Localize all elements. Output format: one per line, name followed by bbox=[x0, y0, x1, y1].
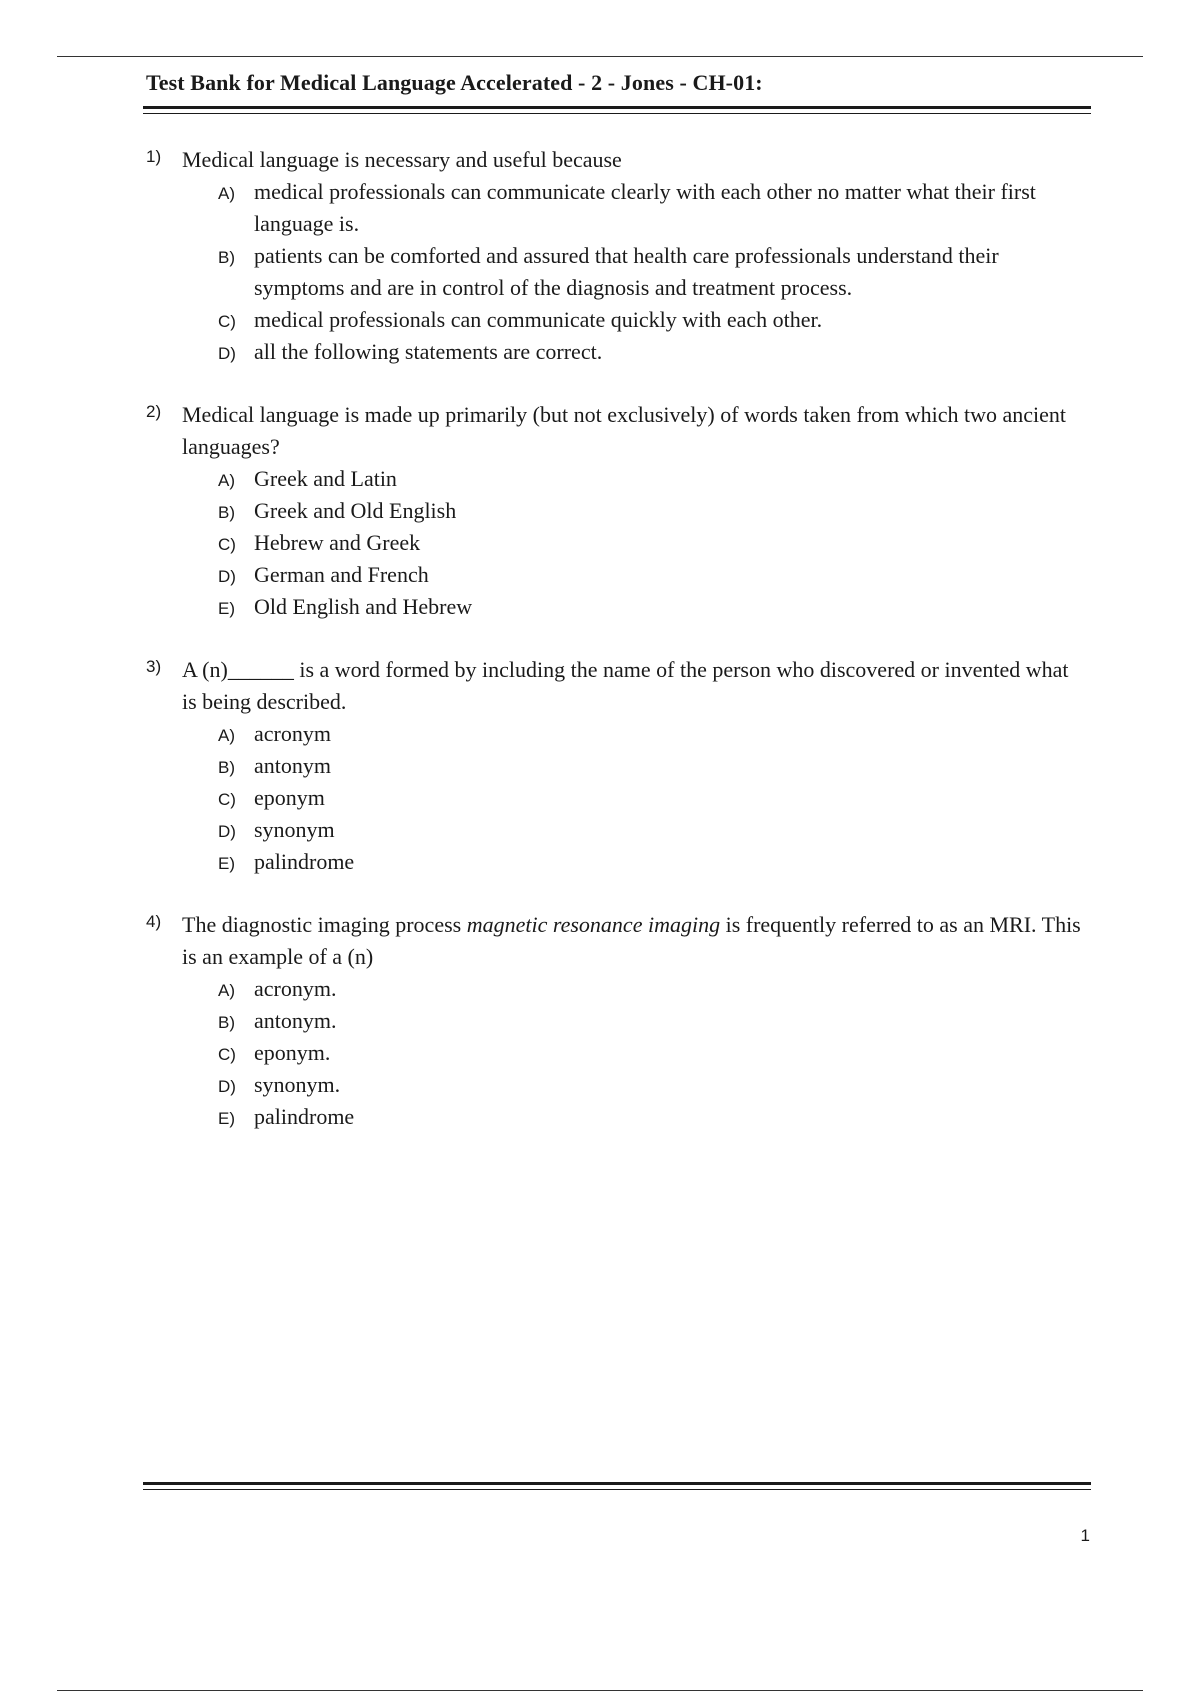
question-2 bbox=[146, 399, 1086, 623]
answer-options bbox=[182, 176, 1086, 368]
option-text: Old English and Hebrew bbox=[254, 594, 473, 619]
option-letter: D) bbox=[218, 1077, 236, 1096]
stem-italic-text: magnetic resonance imaging bbox=[466, 912, 721, 937]
option-d bbox=[218, 814, 1086, 846]
option-a bbox=[218, 176, 1086, 240]
option-text: palindrome bbox=[254, 849, 355, 874]
option-letter: A) bbox=[218, 184, 235, 203]
option-d bbox=[218, 559, 1086, 591]
option-text: antonym. bbox=[254, 1008, 337, 1033]
option-d bbox=[218, 336, 1086, 368]
answer-options bbox=[182, 718, 1086, 878]
option-text: synonym. bbox=[254, 1072, 341, 1097]
answer-options bbox=[182, 973, 1086, 1133]
option-c bbox=[218, 304, 1086, 336]
option-d bbox=[218, 1069, 1086, 1101]
document-title: Test Bank for Medical Language Accelerated - 2 - Jones - CH-01: bbox=[146, 70, 763, 95]
option-e bbox=[218, 591, 1086, 623]
footer-double-rule bbox=[143, 1482, 1091, 1490]
option-text: patients can be comforted and assured that health care professionals understand their symptoms and are in control of the diagnosis and treatment process. bbox=[254, 243, 999, 300]
option-a bbox=[218, 718, 1086, 750]
option-c bbox=[218, 1037, 1086, 1069]
option-text: eponym. bbox=[254, 1040, 331, 1065]
option-text: acronym bbox=[254, 721, 331, 746]
option-b bbox=[218, 240, 1086, 304]
option-text: all the following statements are correct. bbox=[254, 339, 603, 364]
option-text: antonym bbox=[254, 753, 331, 778]
question-1 bbox=[146, 144, 1086, 368]
option-a bbox=[218, 973, 1086, 1005]
option-letter: C) bbox=[218, 312, 236, 331]
stem-text-tail: is frequently referred to as an MRI. This is an example of a (n) bbox=[182, 912, 1081, 969]
question-number: 2) bbox=[146, 402, 162, 421]
stem-text: Medical language is necessary and useful because bbox=[182, 147, 622, 172]
header-double-rule bbox=[143, 106, 1091, 114]
question-stem bbox=[182, 654, 1086, 718]
option-letter: B) bbox=[218, 758, 235, 777]
stem-text: A (n)______ is a word formed by including the name of the person who discovered or invented what is being described. bbox=[182, 657, 1069, 714]
question-stem bbox=[182, 144, 1086, 176]
question-3 bbox=[146, 654, 1086, 878]
stem-text: The diagnostic imaging process bbox=[182, 912, 467, 937]
option-letter: C) bbox=[218, 1045, 236, 1064]
option-letter: B) bbox=[218, 248, 235, 267]
question-list bbox=[146, 144, 1086, 1164]
option-text: palindrome bbox=[254, 1104, 355, 1129]
option-letter: B) bbox=[218, 503, 235, 522]
stem-text: Medical language is made up primarily (but not exclusively) of words taken from which two ancient languages? bbox=[182, 402, 1067, 459]
option-b bbox=[218, 1005, 1086, 1037]
question-stem bbox=[182, 399, 1086, 463]
option-letter: C) bbox=[218, 535, 236, 554]
page-bottom-border bbox=[57, 1690, 1143, 1691]
question-4 bbox=[146, 909, 1086, 1133]
option-letter: D) bbox=[218, 822, 236, 841]
option-c bbox=[218, 527, 1086, 559]
option-letter: A) bbox=[218, 981, 235, 1000]
option-text: eponym bbox=[254, 785, 325, 810]
option-text: medical professionals can communicate quickly with each other. bbox=[254, 307, 823, 332]
option-b bbox=[218, 750, 1086, 782]
option-letter: E) bbox=[218, 1109, 235, 1128]
option-letter: E) bbox=[218, 599, 235, 618]
option-letter: A) bbox=[218, 726, 235, 745]
page-number: 1 bbox=[1080, 1526, 1090, 1545]
option-letter: D) bbox=[218, 567, 236, 586]
option-text: Greek and Old English bbox=[254, 498, 457, 523]
option-a bbox=[218, 463, 1086, 495]
option-text: medical professionals can communicate clearly with each other no matter what their first language is. bbox=[254, 179, 1036, 236]
option-letter: E) bbox=[218, 854, 235, 873]
option-text: synonym bbox=[254, 817, 335, 842]
option-letter: A) bbox=[218, 471, 235, 490]
option-text: Greek and Latin bbox=[254, 466, 397, 491]
question-number: 4) bbox=[146, 912, 162, 931]
question-number: 3) bbox=[146, 657, 162, 676]
option-c bbox=[218, 782, 1086, 814]
option-letter: C) bbox=[218, 790, 236, 809]
option-text: Hebrew and Greek bbox=[254, 530, 421, 555]
question-number: 1) bbox=[146, 147, 162, 166]
option-text: acronym. bbox=[254, 976, 337, 1001]
page-top-border bbox=[57, 56, 1143, 57]
option-e bbox=[218, 1101, 1086, 1133]
option-letter: D) bbox=[218, 344, 236, 363]
option-e bbox=[218, 846, 1086, 878]
option-b bbox=[218, 495, 1086, 527]
answer-options bbox=[182, 463, 1086, 623]
option-letter: B) bbox=[218, 1013, 235, 1032]
question-stem bbox=[182, 909, 1086, 973]
option-text: German and French bbox=[254, 562, 429, 587]
